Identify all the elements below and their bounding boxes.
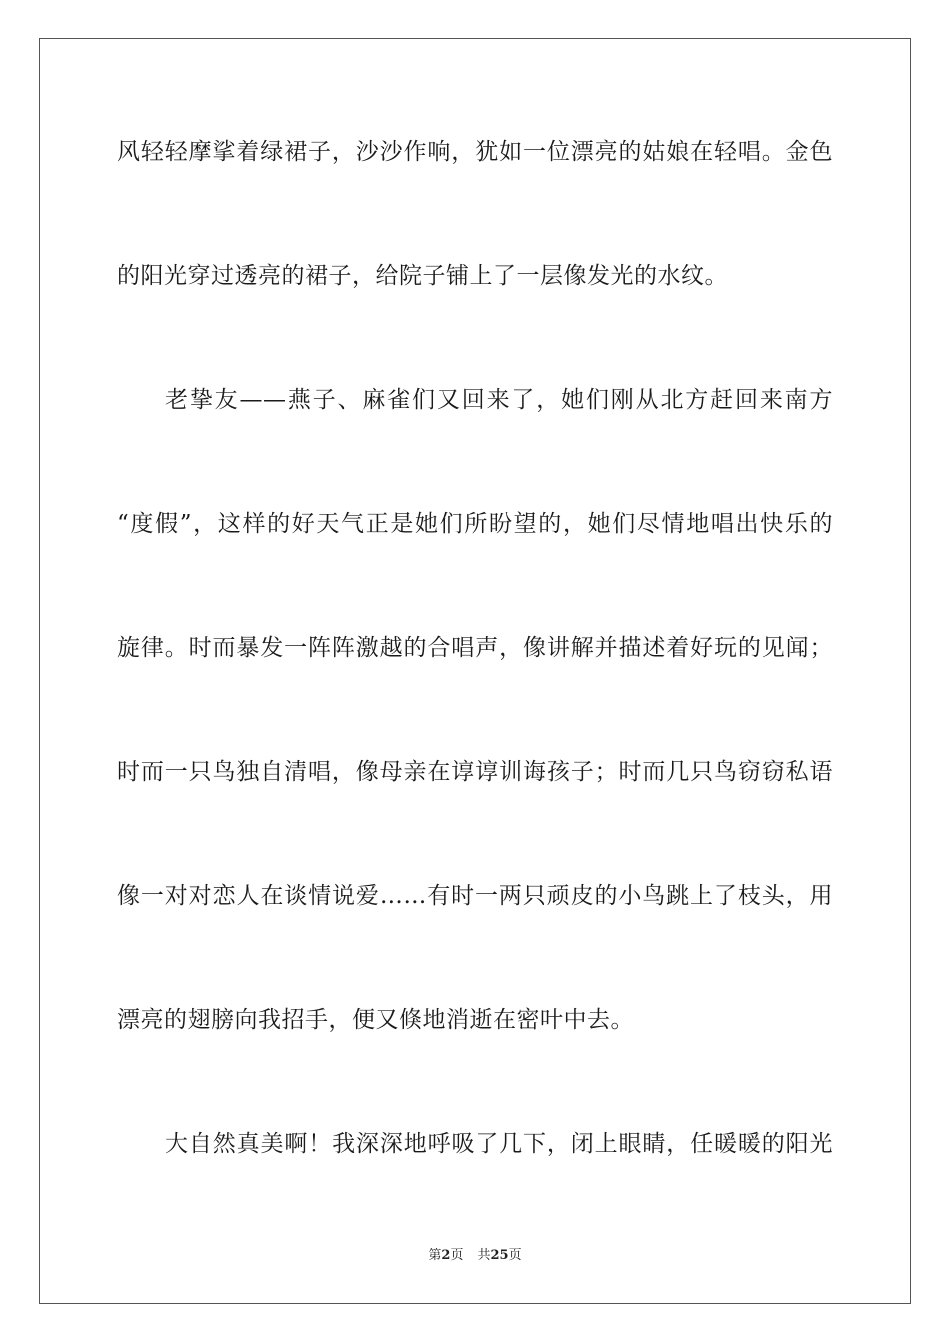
total-suffix: 页 [508,1248,522,1263]
paragraph-line: 时而一只鸟独自清唱，像母亲在谆谆训诲孩子；时而几只鸟窃窃私语 [117,759,833,785]
page-footer [0,1248,950,1264]
paragraph-line: 的阳光穿过透亮的裙子，给院子铺上了一层像发光的水纹。 [117,263,728,289]
paragraph-line: 漂亮的翅膀向我招手，便又倏地消逝在密叶中去。 [117,1007,634,1033]
page-border [39,38,911,1304]
page-number: 2 [441,1248,451,1263]
page-suffix: 页 [450,1248,464,1263]
paragraph-line: 风轻轻摩挲着绿裙子，沙沙作响，犹如一位漂亮的姑娘在轻唱。金色 [117,139,833,165]
paragraph-line: 大自然真美啊！我深深地呼吸了几下，闭上眼睛，任暖暖的阳光 [165,1131,833,1157]
total-prefix: 共 [477,1248,491,1263]
paragraph-line: “度假”，这样的好天气正是她们所盼望的，她们尽情地唱出快乐的 [117,511,833,537]
page-prefix: 第 [428,1248,442,1263]
paragraph-line: 旋律。时而暴发一阵阵激越的合唱声，像讲解并描述着好玩的见闻； [117,635,833,661]
paragraph-line: 老挚友——燕子、麻雀们又回来了，她们刚从北方赶回来南方 [165,387,833,413]
paragraph-line: 像一对对恋人在谈情说爱……有时一两只顽皮的小鸟跳上了枝头，用 [117,883,833,909]
total-pages: 25 [490,1248,509,1263]
